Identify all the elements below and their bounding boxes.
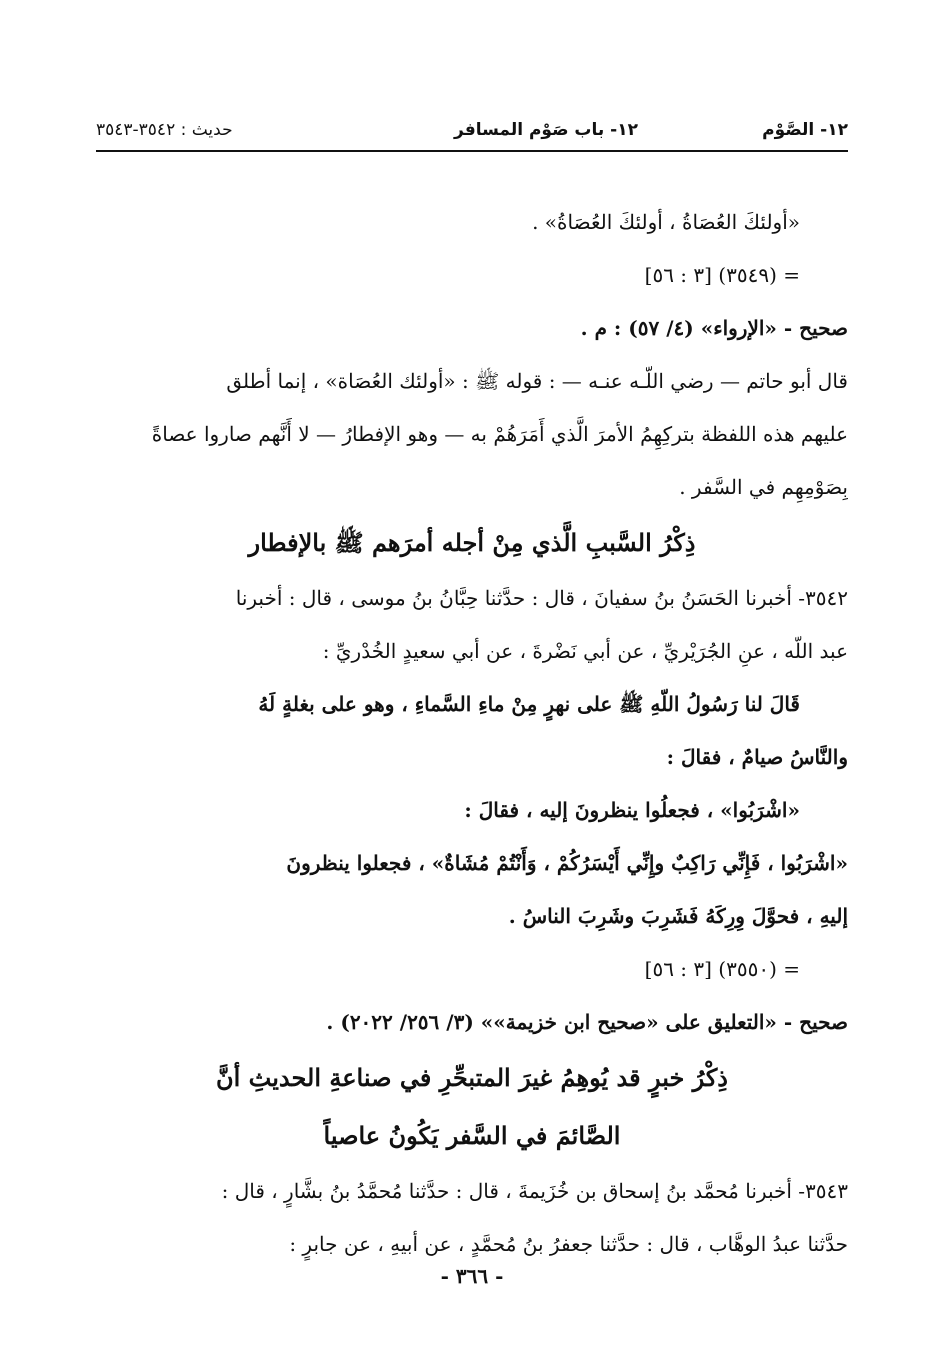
quote-line: «أولئكَ العُصَاةُ ، أولئكَ العُصَاةُ» . (532, 210, 800, 234)
matn-line: والنَّاسُ صيامٌ ، فقالَ : (666, 745, 848, 769)
main-text (96, 196, 848, 1271)
matn-line: «اشْرَبُوا» ، فجعلُوا ينظرونَ إليه ، فقالَ : (464, 798, 800, 822)
section-heading: ذِكْرُ السَّببِ الَّذي مِنْ أجله أمرَهم ﷺ بالإفطار (248, 528, 696, 557)
grading-line: صحيح - «التعليق على «صحيح ابن خزيمة»» (٣/ ٢٥٦/ ٢٠٢٢) . (326, 1010, 848, 1034)
section-title: ١٢- باب صَوْم المسافر (454, 120, 638, 140)
matn-line: قَالَ لنا رَسُولُ اللّهِ ﷺ على نهرٍ مِنْ ماءِ السَّماءِ ، وهو على بغلةٍ لَهُ (258, 692, 800, 716)
cross-reference: = (٣٥٥٠) [٣ : ٥٦] (644, 957, 800, 981)
grading-line: صحيح - «الإرواء» (٤/ ٥٧) : م . (580, 316, 848, 340)
commentary-line: عليهم هذه اللفظة بتركِهِمُ الأمرَ الَّذي أَمَرَهُمْ به — وهو الإفطارُ — لا أَنَّهم صاروا عصاةً (151, 422, 848, 446)
page-number: - ٣٦٦ - (440, 1264, 504, 1288)
section-heading: الصَّائمَ في السَّفر يَكُونُ عاصياً (323, 1121, 621, 1150)
section-heading: ذِكْرُ خبرٍ قد يُوهِمُ غيرَ المتبحِّرِ في صناعةِ الحديثِ أنَّ (216, 1063, 728, 1092)
matn-line: «اشْرَبُوا ، فَإِنِّي رَاكِبٌ وإِنِّي أَيْسَرُكُمْ ، وَأَنْتُمْ مُشَاةٌ» ، فجعلوا ينظرونَ (286, 851, 848, 875)
chapter-title: ١٢- الصَّوْم (762, 120, 848, 140)
commentary-line: قال أبو حاتم — رضي اللّـه عنـه — : قوله ﷺ : «أولئك العُصَاة» ، إنما أطلق (226, 369, 848, 393)
header-divider (96, 150, 848, 152)
matn-line: إليهِ ، فحوَّلَ وِرِكَهُ فَشَرِبَ وشَرِبَ الناسُ . (508, 904, 848, 928)
cross-reference: = (٣٥٤٩) [٣ : ٥٦] (644, 263, 800, 287)
isnad-line: ٣٥٤٣- أخبرنا مُحمَّد بنُ إسحاق بن خُزَيمةَ ، قال : حدَّثنا مُحمَّدُ بنُ بشَّارٍ ، قال : (221, 1179, 848, 1203)
isnad-line: ٣٥٤٢- أخبرنا الحَسَنُ بنُ سفيانَ ، قال : حدَّثنا حِبَّانُ بنُ موسى ، قال : أخبرنا (235, 586, 848, 610)
hadith-range: حديث : ٣٥٤٢-٣٥٤٣ (96, 120, 233, 140)
commentary-line: بِصَوْمِهِم في السَّفر . (679, 475, 848, 499)
running-header (96, 116, 848, 148)
isnad-line: حدَّثنا عبدُ الوهَّاب ، قال : حدَّثنا جعفرُ بنُ مُحمَّدٍ ، عن أبيهِ ، عن جابرٍ : (289, 1232, 848, 1256)
isnad-line: عبد اللّه ، عنِ الجُرَيْريِّ ، عن أبي نَضْرةَ ، عن أبي سعيدٍ الخُدْريِّ : (322, 639, 848, 663)
